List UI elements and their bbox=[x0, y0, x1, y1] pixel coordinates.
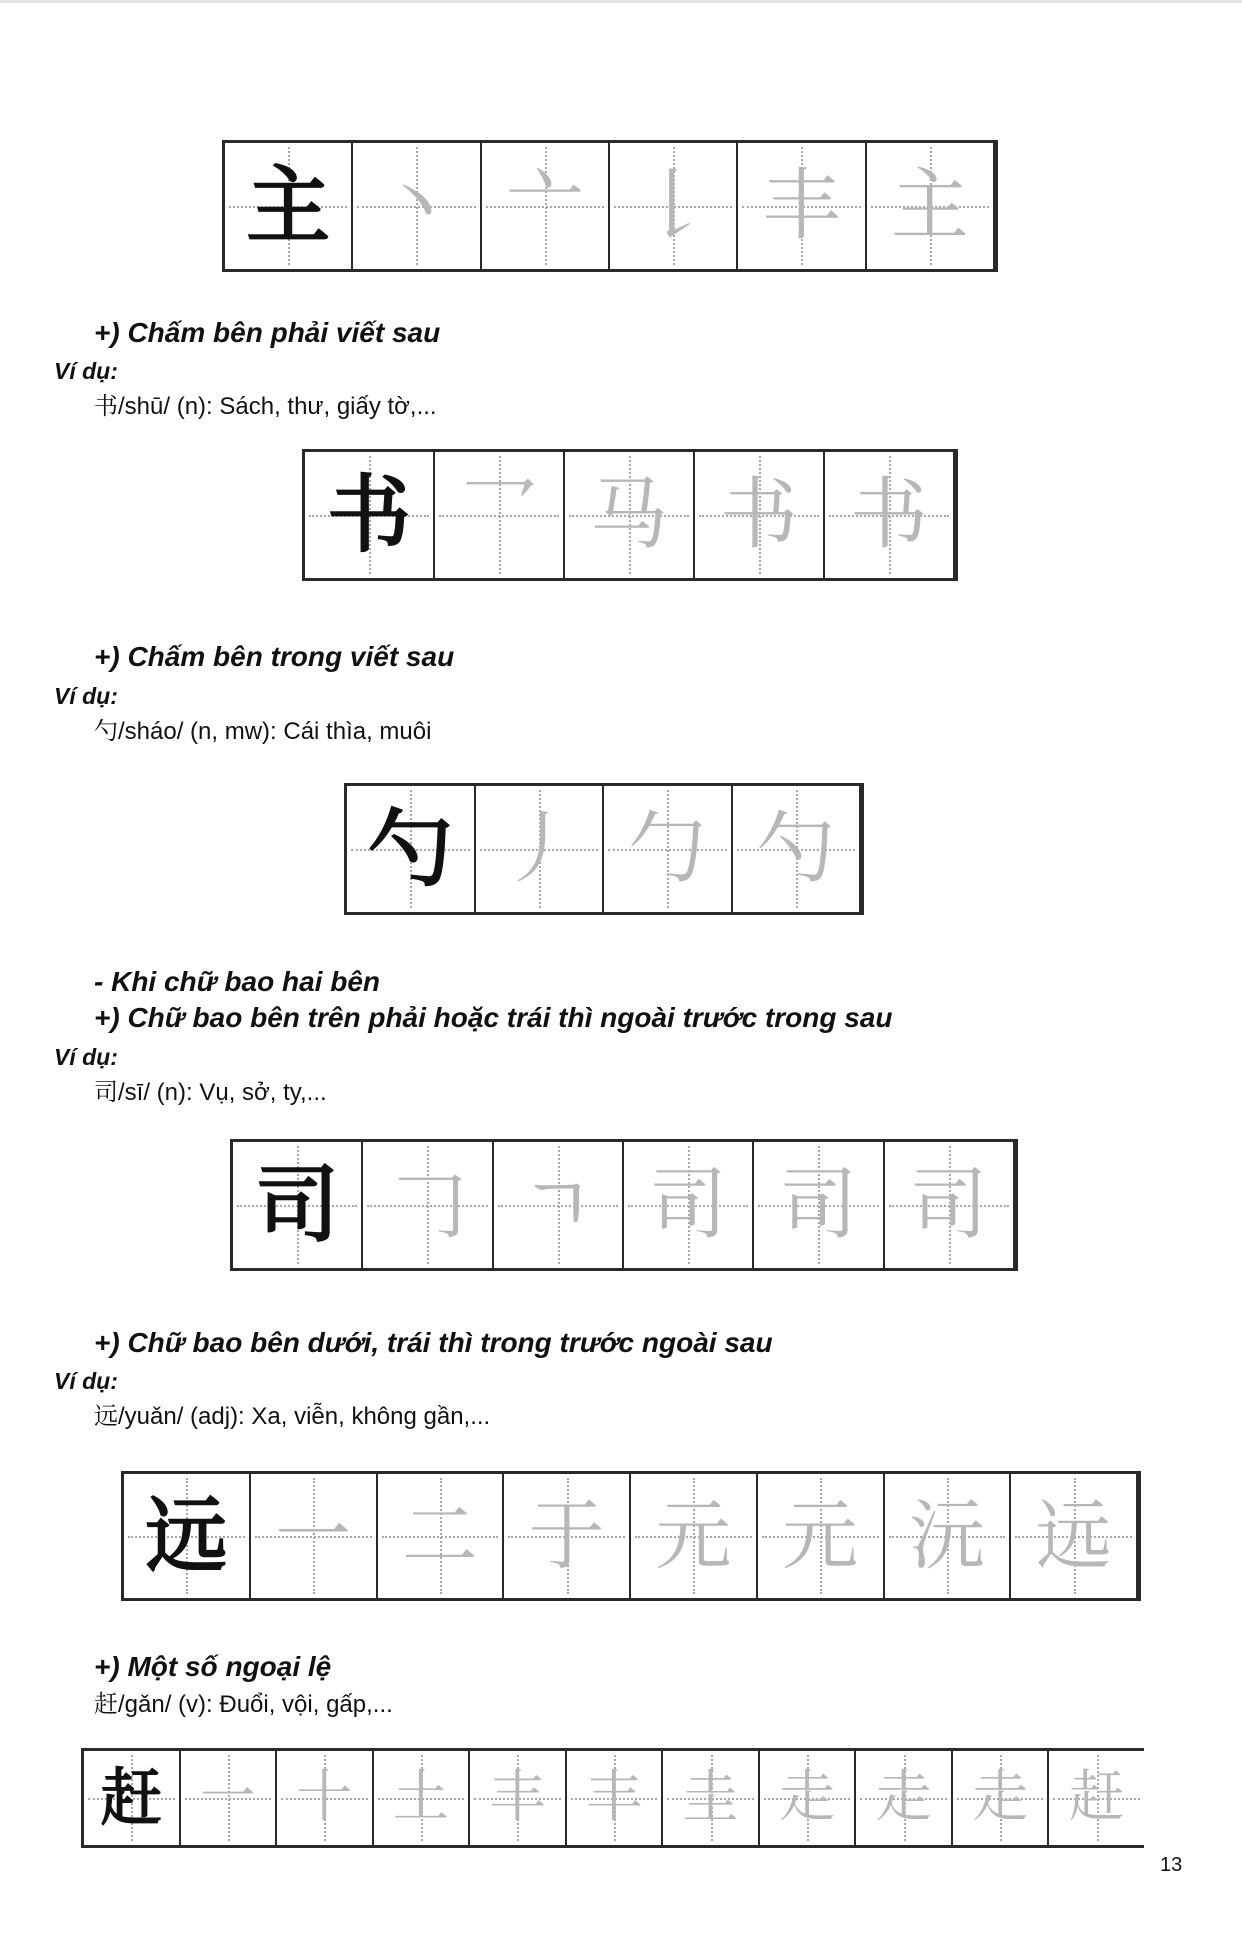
grid-glyph: 丰 bbox=[762, 161, 841, 251]
grid-glyph: 赶 bbox=[1068, 1765, 1125, 1830]
grid-glyph: 司 bbox=[909, 1160, 988, 1250]
grid-cell bbox=[435, 452, 565, 578]
grid-glyph: 主 bbox=[890, 161, 969, 251]
grid-glyph: 乛 bbox=[459, 470, 538, 560]
section-heading: +) Một số ngoại lệ bbox=[94, 1651, 332, 1682]
stroke-grid-yuan bbox=[121, 1471, 1141, 1601]
grid-glyph: 丿 bbox=[499, 804, 578, 894]
grid-glyph: 丶 bbox=[377, 161, 456, 251]
grid-cell bbox=[305, 452, 435, 578]
grid-cell bbox=[84, 1751, 181, 1845]
grid-cell bbox=[378, 1474, 505, 1598]
grid-cell bbox=[476, 786, 605, 912]
grid-cell bbox=[233, 1142, 363, 1268]
grid-glyph: 一 bbox=[275, 1491, 352, 1580]
example-label: Ví dụ: bbox=[54, 358, 118, 384]
grid-cell bbox=[470, 1751, 567, 1845]
grid-glyph: 远 bbox=[145, 1488, 228, 1584]
grid-glyph: 书 bbox=[326, 465, 411, 564]
grid-glyph: 勺 bbox=[368, 799, 453, 898]
grid-cell bbox=[482, 143, 610, 269]
grid-glyph: 十 bbox=[296, 1765, 353, 1830]
grid-glyph: 丰 bbox=[489, 1765, 546, 1830]
grid-cell bbox=[251, 1474, 378, 1598]
grid-cell bbox=[504, 1474, 631, 1598]
stroke-grid-zhu bbox=[222, 140, 998, 272]
grid-glyph: 远 bbox=[1035, 1491, 1112, 1580]
grid-cell bbox=[181, 1751, 278, 1845]
grid-glyph: 元 bbox=[655, 1491, 732, 1580]
grid-cell bbox=[363, 1142, 493, 1268]
example-text: 远/yuǎn/ (adj): Xa, viễn, không gần,... bbox=[94, 1403, 491, 1430]
grid-cell bbox=[663, 1751, 760, 1845]
grid-cell bbox=[1011, 1474, 1136, 1598]
grid-glyph: 勺 bbox=[756, 804, 835, 894]
grid-cell bbox=[610, 143, 738, 269]
grid-glyph: 司 bbox=[779, 1160, 858, 1250]
stroke-grid-gan bbox=[81, 1748, 1144, 1848]
example-text: 赶/gǎn/ (v): Đuổi, vội, gấp,... bbox=[94, 1691, 393, 1718]
example-text: 勺/sháo/ (n, mw): Cái thìa, muôi bbox=[94, 718, 432, 745]
grid-glyph: 元 bbox=[782, 1491, 859, 1580]
grid-cell bbox=[347, 786, 476, 912]
grid-cell bbox=[758, 1474, 885, 1598]
grid-glyph: 沅 bbox=[908, 1491, 985, 1580]
grid-cell bbox=[624, 1142, 754, 1268]
section-heading: +) Chấm bên trong viết sau bbox=[94, 641, 455, 672]
grid-cell bbox=[953, 1751, 1050, 1845]
grid-glyph: 司 bbox=[255, 1155, 340, 1254]
grid-glyph: 书 bbox=[719, 470, 798, 560]
grid-glyph: 亠 bbox=[505, 161, 584, 251]
example-text: 司/sī/ (n): Vụ, sở, ty,... bbox=[94, 1079, 327, 1106]
grid-cell bbox=[567, 1751, 664, 1845]
grid-cell bbox=[760, 1751, 857, 1845]
grid-glyph: 土 bbox=[392, 1765, 449, 1830]
grid-glyph: ㄱ bbox=[520, 1160, 596, 1250]
top-border bbox=[0, 0, 1242, 3]
grid-cell bbox=[754, 1142, 884, 1268]
grid-cell bbox=[494, 1142, 624, 1268]
grid-cell bbox=[353, 143, 481, 269]
grid-glyph: 主 bbox=[246, 156, 331, 255]
stroke-grid-shu bbox=[302, 449, 958, 581]
grid-cell bbox=[631, 1474, 758, 1598]
example-text: 书/shū/ (n): Sách, thư, giấy tờ,... bbox=[94, 393, 437, 420]
stroke-grid-shao bbox=[344, 783, 864, 915]
grid-glyph: 圭 bbox=[682, 1765, 739, 1830]
grid-cell bbox=[604, 786, 733, 912]
grid-glyph: 一 bbox=[199, 1765, 256, 1830]
example-label: Ví dụ: bbox=[54, 1044, 118, 1070]
grid-glyph: 于 bbox=[528, 1491, 605, 1580]
grid-glyph: 走 bbox=[972, 1765, 1029, 1830]
section-subheading: +) Chữ bao bên trên phải hoặc trái thì ngoài trước trong sau bbox=[94, 1002, 893, 1033]
grid-cell bbox=[695, 452, 825, 578]
example-label: Ví dụ: bbox=[54, 1368, 118, 1394]
grid-glyph: 司 bbox=[649, 1160, 728, 1250]
example-label: Ví dụ: bbox=[54, 683, 118, 709]
grid-cell bbox=[733, 786, 860, 912]
page-number: 13 bbox=[1160, 1854, 1183, 1876]
section-heading: +) Chữ bao bên dưới, trái thì trong trước ngoài sau bbox=[94, 1327, 773, 1358]
grid-glyph: 马 bbox=[589, 470, 668, 560]
grid-cell bbox=[885, 1474, 1012, 1598]
grid-glyph: 赶 bbox=[100, 1761, 163, 1834]
grid-glyph: 书 bbox=[849, 470, 928, 560]
grid-cell bbox=[885, 1142, 1013, 1268]
grid-cell bbox=[124, 1474, 251, 1598]
grid-glyph: 𠃌 bbox=[388, 1160, 467, 1250]
stroke-grid-si bbox=[230, 1139, 1018, 1271]
grid-glyph: 丰 bbox=[586, 1765, 642, 1830]
grid-glyph: 走 bbox=[779, 1765, 836, 1830]
grid-cell bbox=[1049, 1751, 1144, 1845]
grid-cell bbox=[374, 1751, 471, 1845]
grid-cell bbox=[825, 452, 953, 578]
grid-cell bbox=[225, 143, 353, 269]
grid-cell bbox=[856, 1751, 953, 1845]
grid-glyph: 𠄌 bbox=[634, 161, 713, 251]
grid-cell bbox=[738, 143, 866, 269]
grid-cell bbox=[277, 1751, 374, 1845]
grid-glyph: 走 bbox=[875, 1765, 932, 1830]
grid-cell bbox=[867, 143, 993, 269]
grid-glyph: 二 bbox=[401, 1491, 478, 1580]
section-heading: - Khi chữ bao hai bên bbox=[94, 966, 381, 997]
grid-glyph: 勹 bbox=[628, 804, 707, 894]
grid-cell bbox=[565, 452, 695, 578]
section-heading: +) Chấm bên phải viết sau bbox=[94, 317, 441, 348]
